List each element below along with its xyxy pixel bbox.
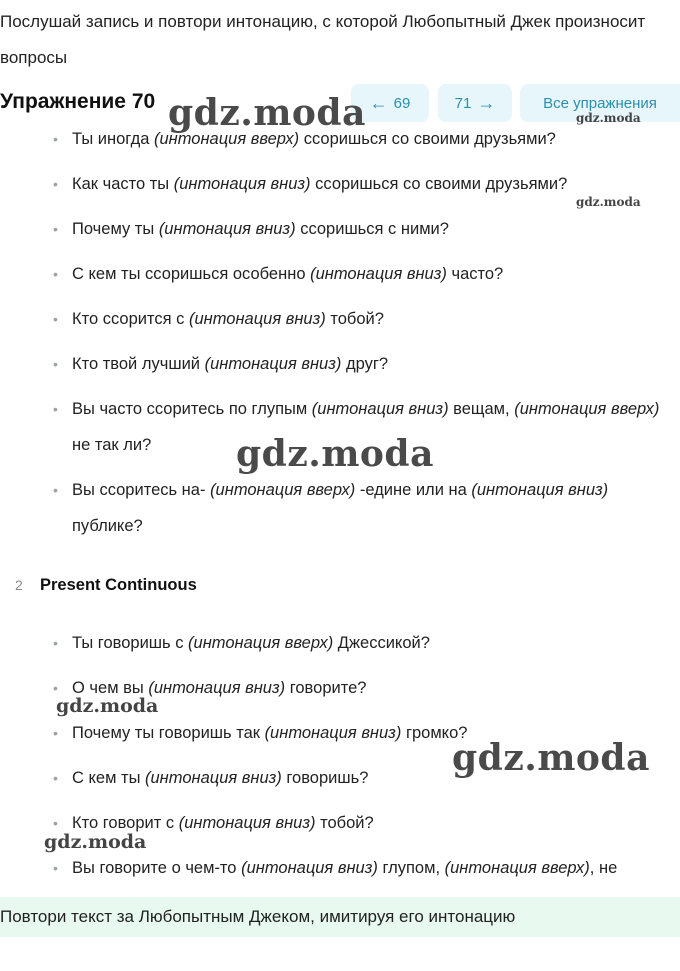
list-item: • Вы ссоритесь на- (интонация вверх) -едине или на (интонация вниз) публике? [72, 472, 668, 544]
prev-exercise-button[interactable] [351, 84, 429, 122]
intro-text: Послушай запись и повтори интонацию, с которой Любопытный Джек произносит вопросы [0, 12, 646, 67]
bullet-icon: • [53, 860, 58, 876]
footer-hint: Повтори текст за Любопытным Джеком, имитируя его интонацию [0, 897, 680, 937]
list-item: • Почему ты говоришь так (интонация вниз) громко? [72, 715, 668, 751]
list-item: • Вы часто ссоритесь по глупым (интонация вниз) вещам, (интонация вверх) не так ли? [72, 391, 668, 463]
list-item: • С кем ты ссоришься особенно (интонация вниз) часто? [72, 256, 668, 292]
list-item: • Ты иногда (интонация вверх) ссоришься со своими друзьями? [72, 121, 668, 157]
next-exercise-button[interactable] [438, 84, 512, 122]
watermark-logo: gdz.moda [56, 695, 159, 717]
section-title: Present Continuous [40, 576, 197, 594]
watermark-logo: gdz.moda [168, 92, 366, 134]
exercise-header [0, 82, 680, 124]
watermark-logo: gdz.moda [576, 111, 641, 125]
exercise-title: Упражнение 70 [0, 90, 156, 113]
bullet-icon: • [53, 356, 58, 372]
arrow-left-icon: ← [369, 93, 388, 113]
bullet-icon: • [53, 131, 58, 147]
bullet-icon: • [53, 815, 58, 831]
watermark-logo: gdz.moda [452, 737, 650, 779]
list-item: • Кто ссорится с (интонация вниз) тобой? [72, 301, 668, 337]
bullet-icon: • [53, 401, 58, 417]
list-item: • Кто твой лучший (интонация вниз) друг? [72, 346, 668, 382]
list-item: • Как часто ты (интонация вниз) ссоришься со своими друзьями? [72, 166, 668, 202]
watermark-logo: gdz.moda [576, 195, 641, 209]
list-item: • О чем вы (интонация вниз) говорите? [72, 670, 668, 706]
watermark-logo: gdz.moda [44, 831, 147, 853]
all-exercises-label: Все упражнения [543, 94, 657, 112]
bullet-icon: • [53, 311, 58, 327]
list-item: • С кем ты (интонация вниз) говоришь? [72, 760, 668, 796]
section-number: 2 [15, 577, 23, 593]
bullet-icon: • [53, 266, 58, 282]
all-exercises-button[interactable] [520, 84, 680, 122]
list-item: • Кто говорит с (интонация вниз) тобой? [72, 805, 668, 841]
watermark-logo: gdz.moda [236, 433, 434, 475]
bullet-icon: • [53, 725, 58, 741]
bullet-icon: • [53, 635, 58, 651]
bullet-icon: • [53, 176, 58, 192]
bullet-icon: • [53, 770, 58, 786]
list-item: • Почему ты (интонация вниз) ссоришься с ними? [72, 211, 668, 247]
bullet-icon: • [53, 482, 58, 498]
list-item: • Вы говорите о чем-то (интонация вниз) глупом, (интонация вверх), не [72, 850, 668, 886]
arrow-right-icon: → [477, 93, 496, 113]
prev-exercise-label: 69 [393, 94, 411, 112]
next-exercise-label: 71 [454, 94, 472, 112]
list-item: • Ты говоришь с (интонация вверх) Джессикой? [72, 625, 668, 661]
bullet-icon: • [53, 221, 58, 237]
bullet-icon: • [53, 680, 58, 696]
